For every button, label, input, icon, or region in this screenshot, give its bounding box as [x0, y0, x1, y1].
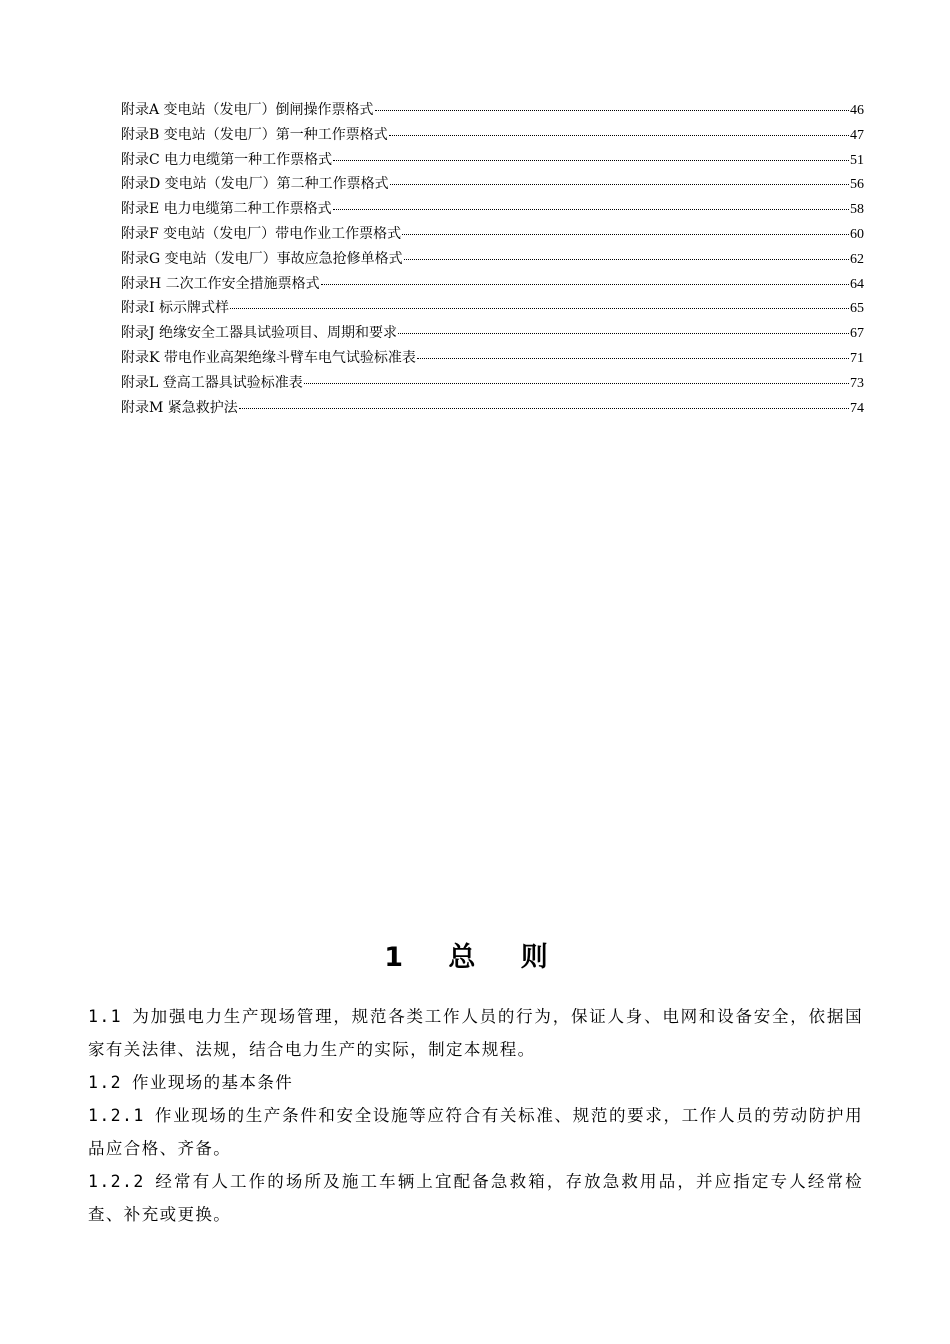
toc-leader-dots [333, 160, 849, 161]
toc-entry-page: 73 [850, 375, 864, 391]
clause-number: 1.2 [88, 1073, 123, 1092]
clause-paragraph [88, 1066, 863, 1099]
toc-entry-page: 60 [850, 226, 864, 242]
toc-entry-label: 附录A 变电站（发电厂）倒闸操作票格式 [121, 102, 374, 118]
toc-entry-page: 51 [850, 152, 864, 168]
toc-entry-page: 58 [850, 202, 864, 218]
toc-leader-dots [304, 383, 849, 384]
toc-entry-label: 附录L 登高工器具试验标准表 [121, 374, 303, 391]
clause-text: 作业现场的生产条件和安全设施等应符合有关标准、规范的要求，工作人员的劳动防护用品应合格、齐备。 [88, 1106, 863, 1158]
toc-entry[interactable] [121, 98, 864, 123]
toc-entry-label: 附录M 紧急救护法 [121, 399, 238, 416]
clause-paragraph [88, 1000, 863, 1066]
toc-entry-page: 46 [850, 103, 864, 118]
toc-entry[interactable] [121, 148, 864, 173]
toc-leader-dots [402, 234, 849, 235]
toc-entry[interactable] [121, 396, 864, 421]
toc-leader-dots [390, 184, 849, 185]
clause-text: 作业现场的基本条件 [132, 1073, 294, 1092]
toc-entry[interactable] [121, 296, 864, 321]
toc-entry[interactable] [121, 197, 864, 222]
toc-entry-label: 附录B 变电站（发电厂）第一种工作票格式 [121, 126, 388, 143]
toc-entry-label: 附录F 变电站（发电厂）带电作业工作票格式 [121, 225, 402, 242]
toc-leader-dots [417, 358, 849, 359]
toc-leader-dots [333, 209, 849, 210]
toc-leader-dots [375, 110, 849, 111]
clause-text: 为加强电力生产现场管理，规范各类工作人员的行为，保证人身、电网和设备安全，依据国家有关法律、法规，结合电力生产的实际，制定本规程。 [88, 1007, 863, 1059]
clause-number: 1.1 [88, 1007, 123, 1026]
toc-leader-dots [230, 308, 849, 309]
toc-leader-dots [239, 408, 849, 409]
toc-entry[interactable] [121, 172, 864, 197]
toc-entry-page: 62 [850, 251, 864, 267]
toc-entry[interactable] [121, 272, 864, 297]
toc-entry-page: 67 [850, 326, 864, 342]
chapter-title: 1 总 则 [384, 942, 566, 973]
clause-number: 1.2.2 [88, 1172, 145, 1191]
toc-entry-label: 附录J 绝缘安全工器具试验项目、周期和要求 [121, 325, 398, 342]
toc-entry-label: 附录E 电力电缆第二种工作票格式 [121, 201, 332, 218]
toc-entry[interactable] [121, 123, 864, 148]
toc-entry-label: 附录G 变电站（发电厂）事故应急抢修单格式 [121, 250, 403, 267]
toc-entry-page: 65 [850, 301, 864, 317]
chapter-body [88, 1000, 863, 1231]
clause-paragraph [88, 1165, 863, 1231]
toc-entry-label: 附录K 带电作业高架绝缘斗臂车电气试验标准表 [121, 349, 416, 366]
toc-entry-page: 64 [850, 276, 864, 292]
toc-entry[interactable] [121, 222, 864, 247]
toc-leader-dots [389, 135, 849, 136]
toc-entry-page: 56 [850, 177, 864, 193]
clause-text: 经常有人工作的场所及施工车辆上宜配备急救箱，存放急救用品，并应指定专人经常检查、补充或更换。 [88, 1172, 863, 1224]
toc-entry-label: 附录D 变电站（发电厂）第二种工作票格式 [121, 176, 389, 193]
toc-entry-page: 47 [850, 127, 864, 143]
toc-leader-dots [321, 284, 849, 285]
toc-entry[interactable] [121, 346, 864, 371]
toc-entry-label: 附录C 电力电缆第一种工作票格式 [121, 151, 333, 168]
toc-entry-label: 附录H 二次工作安全措施票格式 [121, 275, 320, 292]
clause-number: 1.2.1 [88, 1106, 145, 1125]
table-of-contents [121, 98, 864, 420]
toc-entry-page: 74 [850, 400, 864, 416]
toc-leader-dots [398, 333, 849, 334]
toc-entry-label: 附录I 标示牌式样 [121, 300, 229, 317]
toc-entry[interactable] [121, 371, 864, 396]
toc-entry[interactable] [121, 321, 864, 346]
toc-entry[interactable] [121, 247, 864, 272]
toc-leader-dots [404, 259, 849, 260]
clause-paragraph [88, 1099, 863, 1165]
toc-entry-page: 71 [850, 350, 864, 366]
